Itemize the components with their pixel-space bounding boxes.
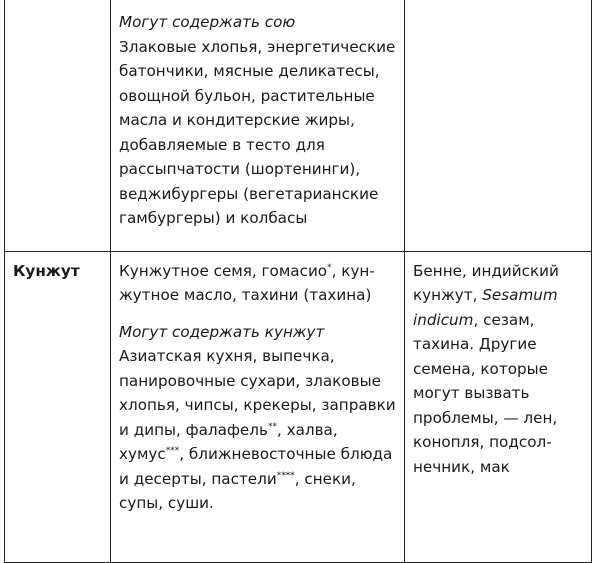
- may-contain-text: , снеки, супы, суши.: [119, 469, 356, 512]
- other-names-cell: [405, 0, 592, 251]
- sources-text: Кунжутное семя, гомасио: [119, 261, 328, 280]
- allergen-table: [4, 0, 592, 563]
- table-row-sesame: [5, 251, 592, 562]
- footnote-mark: **: [267, 421, 277, 432]
- footnote-mark: ****: [276, 470, 295, 481]
- may-contain-list: Злаковые хлопья, энергетические батончики, мясные деликатесы, овощной бульон, растительные масла и кондитерские жиры, добавляемые в тесто для рассыпчатости (шортенинги), веджибургеры (вегетарианские гамбургеры) и колбасы: [119, 37, 396, 227]
- table-row-soy: [5, 0, 592, 251]
- other-names-part: Бенне, индийский кунжут,: [413, 261, 559, 304]
- other-names-text: [413, 259, 583, 480]
- sources-cell: [111, 251, 405, 562]
- may-contain-heading: Могут содержать кунжут: [119, 322, 325, 341]
- sources-text: , кунжутное масло, тахини (тахина): [119, 261, 375, 304]
- may-contain-text: Азиатская кухня, выпечка, панировочные сухари, злаковые хлопья, чипсы, крекеры, заправки и дипы, фалафель: [119, 347, 396, 439]
- allergen-name-cell: [5, 251, 111, 562]
- other-names-part: , сезам, тахина. Другие семена, которые могут вызвать проблемы, — лен, конопля, подсолнечник, мак: [413, 310, 558, 476]
- footnote-mark: *: [327, 262, 332, 273]
- allergen-name: Кунжут: [13, 261, 80, 280]
- may-contain-list: [119, 344, 396, 516]
- may-contain-text: , ближневосточные блюда и десерты, пастели: [119, 445, 393, 488]
- latin-name: Sesamum indicum: [413, 286, 558, 329]
- other-names-cell: [405, 251, 592, 562]
- sources-list: [119, 259, 396, 308]
- footnote-mark: ***: [165, 446, 180, 456]
- may-contain-text: , халва, хумус: [119, 420, 338, 463]
- allergen-name-cell: [5, 0, 111, 251]
- sources-cell: [111, 0, 405, 251]
- may-contain-heading: Могут содержать сою: [119, 13, 296, 31]
